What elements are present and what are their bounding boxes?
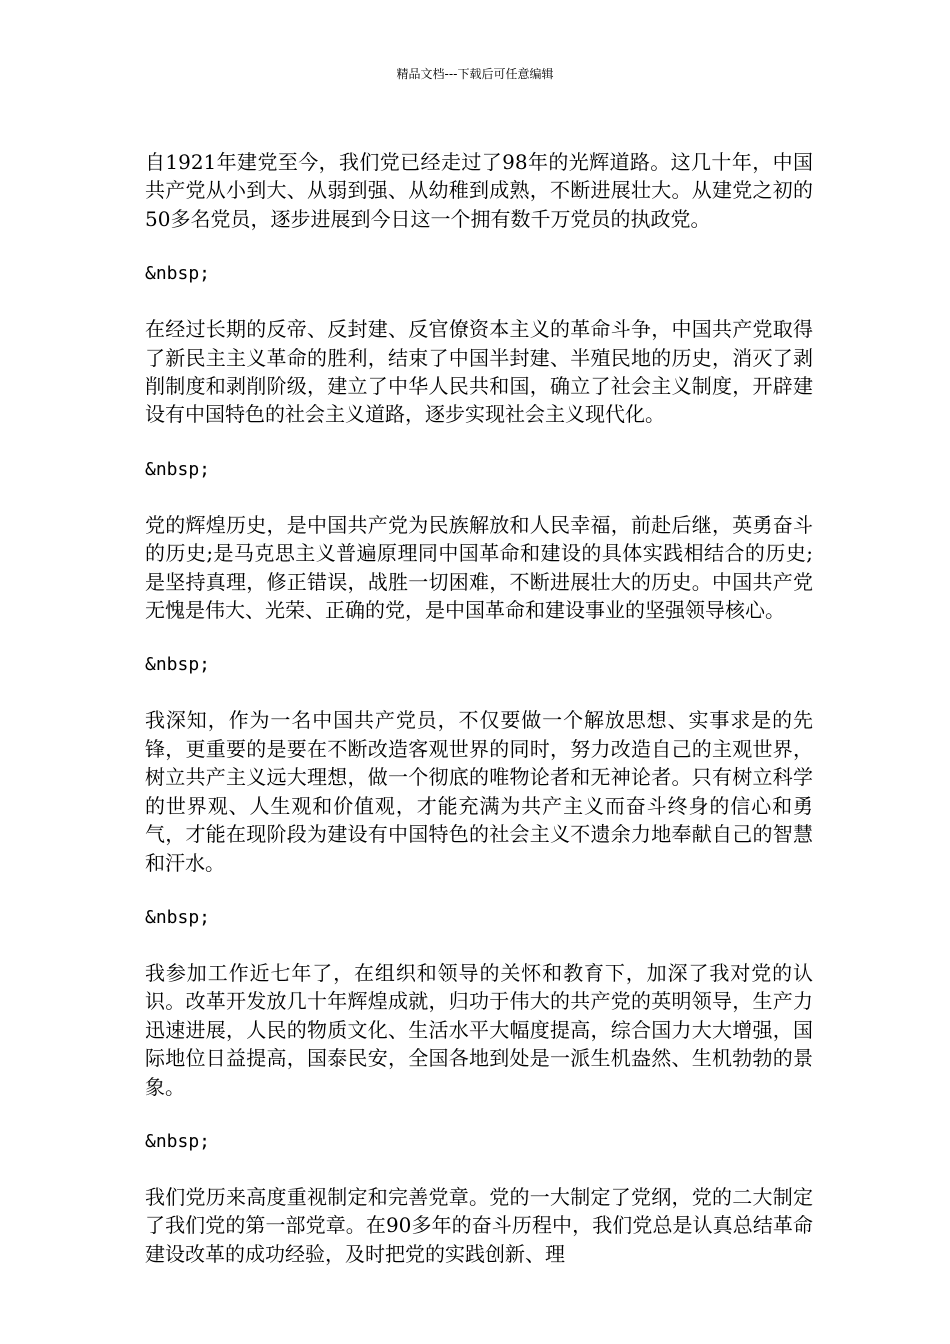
nbsp-line-2: &nbsp; [145, 458, 211, 480]
document-body [145, 148, 813, 1268]
page-header: 精品文档---下载后可任意编辑 [396, 67, 554, 81]
nbsp-line-1: &nbsp; [145, 263, 211, 285]
nbsp-line-4: &nbsp; [145, 906, 211, 928]
paragraph-4: 我深知，作为一名中国共产党员，不仅要做一个解放思想、实事求是的先锋，更重要的是要在不断改造客观世界的同时，努力改造自己的主观世界，树立共产主义远大理想，做一个彻底的唯物论者和无神论者。只有树立科学的世界观、人生观和价值观，才能充满为共产主义而奋斗终身的信心和勇气，才能在现阶段为建设有中国特色的社会主义不遗余力地奉献自己的智慧和汗水。 [145, 708, 813, 875]
paragraph-3: 党的辉煌历史，是中国共产党为民族解放和人民幸福，前赴后继，英勇奋斗的历史;是马克思主义普遍原理同中国革命和建设的具体实践相结合的历史;是坚持真理，修正错误，战胜一切困难，不断进展壮大的历史。中国共产党无愧是伟大、光荣、正确的党，是中国革命和建设事业的坚强领导核心。 [145, 512, 813, 623]
paragraph-5: 我参加工作近七年了，在组织和领导的关怀和教育下，加深了我对党的认识。改革开发放几十年辉煌成就，归功于伟大的共产党的英明领导，生产力迅速进展，人民的物质文化、生活水平大幅度提高，综合国力大大增强，国际地位日益提高，国泰民安，全国各地到处是一派生机盎然、生机勃勃的景象。 [145, 960, 813, 1099]
paragraph-1: 自1921年建党至今，我们党已经走过了98年的光辉道路。这几十年，中国共产党从小到大、从弱到强、从幼稚到成熟，不断进展壮大。从建党之初的50多名党员，逐步进展到今日这一个拥有数千万党员的执政党。 [145, 150, 813, 231]
paragraph-2: 在经过长期的反帝、反封建、反官僚资本主义的革命斗争，中国共产党取得了新民主主义革命的胜利，结束了中国半封建、半殖民地的历史，消灭了剥削制度和剥削阶级，建立了中华人民共和国，确立了社会主义制度，开辟建设有中国特色的社会主义道路，逐步实现社会主义现代化。 [145, 317, 813, 427]
nbsp-line-3: &nbsp; [145, 654, 211, 676]
nbsp-line-5: &nbsp; [145, 1130, 211, 1152]
paragraph-6: 我们党历来高度重视制定和完善党章。党的一大制定了党纲，党的二大制定了我们党的第一部党章。在90多年的奋斗历程中，我们党总是认真总结革命建设改革的成功经验，及时把党的实践创新、理 [145, 1184, 813, 1266]
